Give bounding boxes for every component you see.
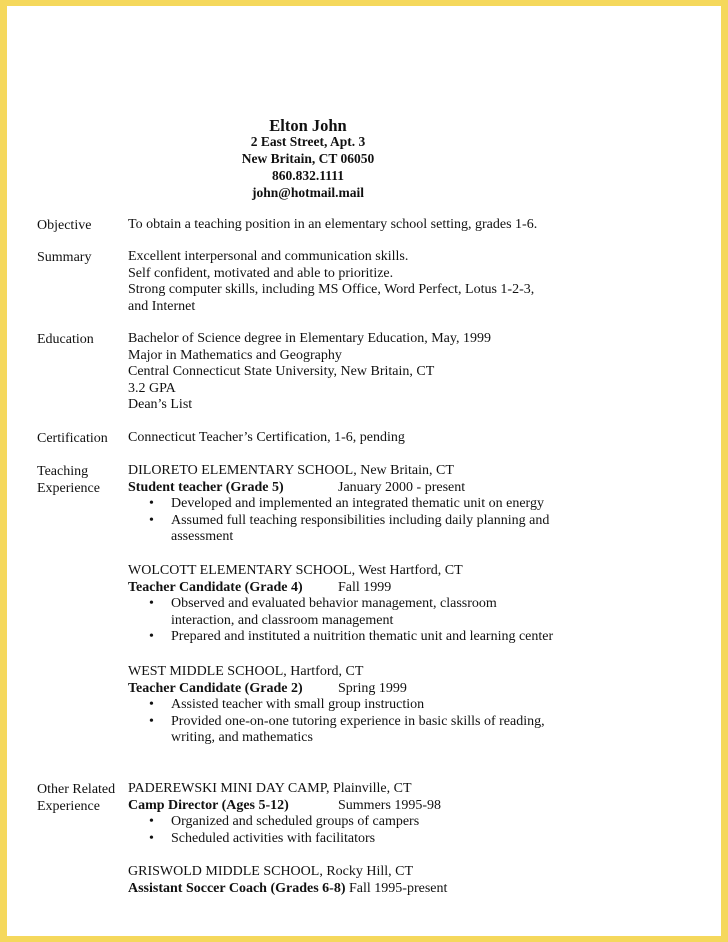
role-dates: Summers 1995-98 (338, 797, 442, 813)
bullet-item: • Organized and scheduled groups of campers (128, 814, 688, 831)
bullet-text: • Provided one-on-one tutoring experience in basic skills of reading, writing, and mathematics (171, 713, 545, 746)
education-line: Dean’s List (128, 397, 193, 413)
role-title: Student teacher (Grade 5) (128, 479, 284, 495)
school-name: GRISWOLD MIDDLE SCHOOL, Rocky Hill, CT (128, 864, 414, 879)
summary-line: Self confident, motivated and able to prioritize. (128, 265, 394, 281)
resume-name: Elton John (269, 116, 347, 135)
role-line (128, 798, 688, 815)
email-line: john@hotmail.mail (252, 185, 364, 200)
bullet-item: • Scheduled activities with facilitators (128, 831, 688, 848)
certification-text (128, 430, 688, 447)
certification-label: Certification (37, 431, 108, 446)
role-dates: January 2000 - present (338, 479, 466, 495)
school-name: WEST MIDDLE SCHOOL, Hartford, CT (128, 664, 364, 679)
role-title: Assistant Soccer Coach (Grades 6-8) (128, 880, 346, 896)
resume-page (7, 6, 721, 936)
bullet-list (128, 496, 688, 546)
certification-line: Connecticut Teacher’s Certification, 1-6, pending (128, 430, 405, 445)
other-experience-label (37, 781, 115, 815)
role-dates: Spring 1999 (338, 680, 407, 696)
school-name: PADEREWSKI MINI DAY CAMP, Plainville, CT (128, 781, 412, 796)
education-line: Bachelor of Science degree in Elementary Education, May, 1999 (128, 331, 491, 346)
bullet-item (128, 596, 688, 629)
education-section (128, 331, 688, 414)
role-dates: Fall 1999 (338, 579, 392, 595)
teaching-job-2 (128, 563, 688, 646)
summary-line: and Internet (128, 298, 196, 314)
objective-line: To obtain a teaching position in an elementary school setting, grades 1-6. (128, 217, 538, 232)
bullet-item: • Assisted teacher with small group instruction (128, 697, 688, 714)
teaching-label-line1: Teaching (37, 464, 89, 479)
school-name: DILORETO ELEMENTARY SCHOOL, New Britain, CT (128, 463, 454, 478)
phone-line: 860.832.1111 (271, 168, 344, 183)
role-title: Camp Director (Ages 5-12) (128, 797, 289, 813)
bullet-list (128, 596, 688, 646)
bullet-text: • Assumed full teaching responsibilities including daily planning and assessment (171, 512, 550, 545)
education-label: Education (37, 332, 94, 347)
role-title: Teacher Candidate (Grade 4) (128, 579, 303, 595)
teaching-experience-label (37, 463, 100, 497)
summary-label: Summary (37, 250, 92, 265)
teaching-job-3 (128, 664, 688, 747)
city-line: New Britain, CT 06050 (241, 151, 375, 166)
education-line: 3.2 GPA (128, 380, 176, 396)
role-line (128, 681, 688, 698)
role-line (128, 580, 688, 597)
address-line: 2 East Street, Apt. 3 (250, 134, 366, 149)
teaching-job-1 (128, 463, 688, 546)
summary-line: Excellent interpersonal and communication skills. (128, 249, 409, 264)
bullet-item (128, 513, 688, 546)
summary-line: Strong computer skills, including MS Office, Word Perfect, Lotus 1-2-3, (128, 282, 535, 298)
role-title: Teacher Candidate (Grade 2) (128, 680, 303, 696)
bullet-item: • Prepared and instituted a nuitrition thematic unit and learning center (128, 629, 688, 646)
other-label-line2: Experience (37, 799, 100, 814)
role-line (128, 881, 688, 898)
bullet-item (128, 714, 688, 747)
summary-section (128, 249, 688, 315)
school-name: WOLCOTT ELEMENTARY SCHOOL, West Hartford, CT (128, 563, 463, 578)
role-dates: Fall 1995-present (349, 880, 448, 896)
bullet-item: • Developed and implemented an integrated thematic unit on energy (128, 496, 688, 513)
bullet-list (128, 814, 688, 847)
education-line: Major in Mathematics and Geography (128, 347, 342, 363)
teaching-label-line2: Experience (37, 481, 100, 496)
other-job-2 (128, 864, 688, 897)
bullet-list (128, 697, 688, 747)
other-job-1 (128, 781, 688, 847)
other-label-line1: Other Related (37, 782, 116, 797)
role-line (128, 480, 688, 497)
objective-text (128, 217, 688, 234)
education-line: Central Connecticut State University, New Britain, CT (128, 364, 435, 380)
bullet-text: • Observed and evaluated behavior management, classroom interaction, and classroom management (171, 596, 497, 628)
objective-label: Objective (37, 218, 92, 233)
